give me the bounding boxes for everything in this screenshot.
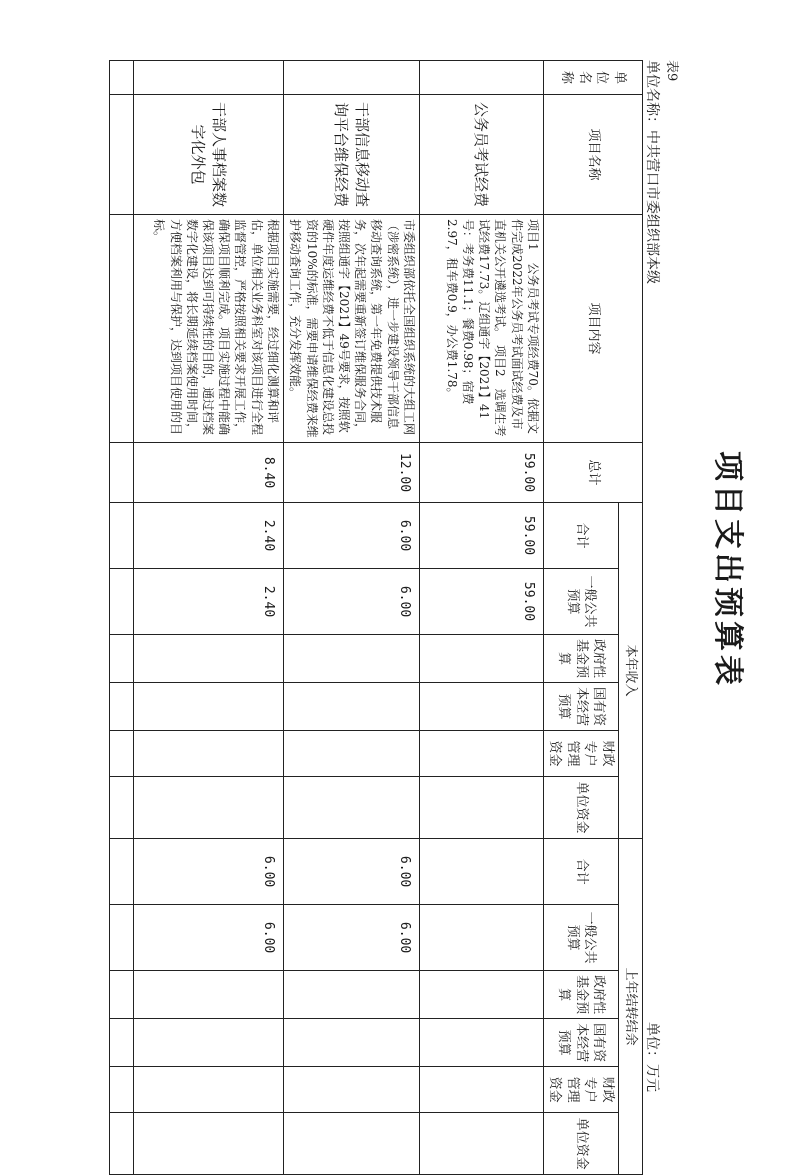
header-project-name: 项目名称	[543, 95, 642, 215]
header-carry-general: 一般公共预算	[543, 905, 618, 971]
header-unit-name: 单位名称	[543, 61, 642, 95]
carry-general-cell	[419, 905, 543, 971]
table-row	[419, 61, 543, 1175]
cur-total-cell: 2.40	[133, 503, 283, 569]
carry-total-cell: 6.00	[283, 839, 419, 905]
header-cur-general: 一般公共预算	[543, 569, 618, 635]
total-cell: 12.00	[283, 443, 419, 503]
carry-total-cell: 6.00	[133, 839, 283, 905]
project-content-cell: 市委组织部依托全国组织系统的大组工网（涉密系统），进一步建设领导干部信息移动查询系统，第一年免费提供技术服务，次年起需要重新签订维保服务合同，按照组通字【2021】49号要求，按照软硬件年度运维经费不低于信息化建设总投资的10%的标准，需要申请维保经费来维护移动查询工作，充分发挥效能。	[283, 215, 419, 443]
budget-table	[109, 60, 643, 1175]
project-content-cell: 根据项目实施需要，经过细化测算和评估，单位相关业务科室对该项目进行全程监督管控，严格按照相关要求开展工作，确保项目顺利完成。项目实施过程中能确保该项目达到可持续性的目的，通过档案数字化建设，将长期延续档案使用时间，方便档案利用与保护，达到项目使用的目标。	[133, 215, 283, 443]
total-cell: 8.40	[133, 443, 283, 503]
project-name-cell: 干部人事档案数字化外包	[133, 95, 283, 215]
total-cell: 59.00	[419, 443, 543, 503]
table-row	[109, 61, 133, 1175]
carry-total-cell	[419, 839, 543, 905]
cur-general-cell: 6.00	[283, 569, 419, 635]
cur-total-cell: 59.00	[419, 503, 543, 569]
header-cur-gov-fund: 政府性基金预算	[543, 635, 618, 683]
carry-general-cell: 6.00	[283, 905, 419, 971]
currency-unit-label: 单位：万元	[644, 1022, 660, 1092]
project-name-cell: 公务员考试经费	[419, 95, 543, 215]
header-carry-unit-funds: 单位资金	[543, 1113, 618, 1175]
cur-general-cell: 2.40	[133, 569, 283, 635]
cur-total-cell: 6.00	[283, 503, 419, 569]
header-carry-state-capital: 国有资本经营预算	[543, 1019, 618, 1067]
header-carryover: 上年结转结余	[619, 839, 643, 1175]
carry-general-cell: 6.00	[133, 905, 283, 971]
header-current-income: 本年收入	[619, 503, 643, 839]
header-carry-special-account: 财政专户管理资金	[543, 1067, 618, 1113]
table-row	[133, 61, 283, 1175]
header-carry-gov-fund: 政府性基金预算	[543, 971, 618, 1019]
header-cur-subtotal: 合计	[543, 503, 618, 569]
cur-general-cell: 59.00	[419, 569, 543, 635]
project-content-cell: 项目1 公务员考试专项经费70。依据文件完成2022年公务员考试面试经费及市直机关公开遴选考试。 项目2 选调生考试经费17.73。辽组通字【2021】41号：考务费11.1；餐费0.98；宿费2.97，租车费0.9，办公费1.78。	[419, 215, 543, 443]
table-number: 表9	[664, 60, 679, 82]
page-title: 项目支出预算表	[710, 451, 745, 689]
unit-name-label: 单位名称：中共营口市委组织部本级	[644, 60, 660, 284]
header-cur-unit-funds: 单位资金	[543, 777, 618, 839]
header-project-content: 项目内容	[543, 215, 642, 443]
header-carry-subtotal: 合计	[543, 839, 618, 905]
header-total: 总计	[543, 443, 642, 503]
table-row	[283, 61, 419, 1175]
header-cur-state-capital: 国有资本经营预算	[543, 683, 618, 731]
project-name-cell: 干部信息移动查询平台维保经费	[283, 95, 419, 215]
header-cur-special-account: 财政专户管理资金	[543, 731, 618, 777]
